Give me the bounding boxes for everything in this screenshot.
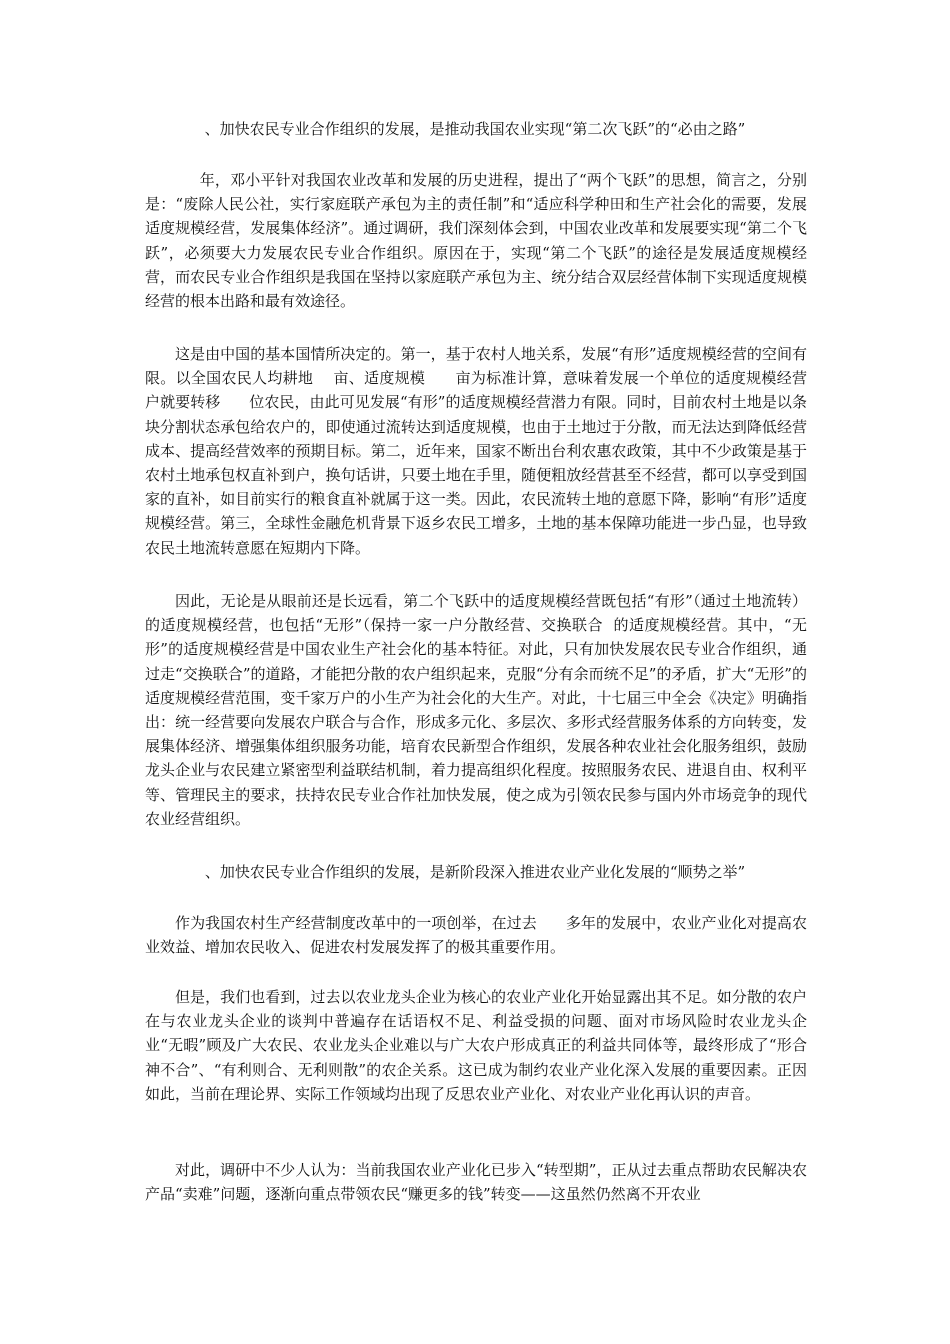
section-2-paragraph-2: 但是，我们也看到，过去以农业龙头企业为核心的农业产业化开始显露出其不足。如分散的农户在与农业龙头企业的谈判中普遍存在话语权不足、利益受损的问题、面对市场风险时农业龙头企业“无暇”顾及广大农民、农业龙头企业难以与广大农户形成真正的利益共同体等，最终形成了“形合神不合”、“有利则合、无利则散”的农企关系。这已成为制约农业产业化深入发展的重要因素。正因如此，当前在理论界、实际工作领域均出现了反思农业产业化、对农业产业化再认识的声音。 <box>145 988 807 1103</box>
section-1-paragraph-2: 这是由中国的基本国情所决定的。第一，基于农村人地关系，发展“有形”适度规模经营的空间有限。以全国农民人均耕地 亩、适度规模 亩为标准计算，意味着发展一个单位的适度规模经营户就要转移 位农民，由此可见发展“有形”的适度规模经营潜力有限。同时，目前农村土地是以条块分割状态承包给农户的，即使通过流转达到适度规模，也由于土地过于分散，而无法达到降低经营成本、提高经营效率的预期目标。第二，近年来，国家不断出台利农惠农政策，其中不少政策是基于农村土地承包权直补到户，换句话讲，只要土地在手里，随便粗放经营甚至不经营，都可以享受到国家的直补，如目前实行的粮食直补就属于这一类。因此，农民流转土地的意愿下降，影响“有形”适度规模经营。第三，全球性金融危机背景下返乡农民工增多，土地的基本保障功能进一步凸显，也导致农民土地流转意愿在短期内下降。 <box>145 345 807 557</box>
section-2-paragraph-1: 作为我国农村生产经营制度改革中的一项创举，在过去 多年的发展中，农业产业化对提高农业效益、增加农民收入、促进农村发展发挥了的极其重要作用。 <box>145 914 807 957</box>
section-1-heading: 、加快农民专业合作组织的发展，是推动我国农业实现“第二次飞跃”的“必由之路” <box>204 120 746 138</box>
section-1-paragraph-3: 因此，无论是从眼前还是长远看，第二个飞跃中的适度规模经营既包括“有形”（通过土地流转）的适度规模经营，也包括“无形”（保持一家一户分散经营、交换联合 的适度规模经营。其中，“无形”的适度规模经营是中国农业生产社会化的基本特征。对此，只有加快发展农民专业合作组织，通过走“交换联合”的道路，才能把分散的农户组织起来，克服“分有余而统不足”的矛盾，扩大“无形”的适度规模经营范围，变千家万户的小生产为社会化的大生产。对此，十七届三中全会《决定》明确指出：统一经营要向发展农户联合与合作，形成多元化、多层次、多形式经营服务体系的方向转变，发展集体经济、增强集体组织服务功能，培育农民新型合作组织，发展各种农业社会化服务组织，鼓励龙头企业与农民建立紧密型利益联结机制，着力提高组织化程度。按照服务农民、进退自由、权利平等、管理民主的要求，扶持农民专业合作社加快发展，使之成为引领农民参与国内外市场竞争的现代农业经营组织。 <box>145 592 807 828</box>
section-2-heading: 、加快农民专业合作组织的发展，是新阶段深入推进农业产业化发展的“顺势之举” <box>204 863 746 881</box>
section-1-paragraph-1: 年，邓小平针对我国农业改革和发展的历史进程，提出了“两个飞跃”的思想，简言之，分别是：“废除人民公社，实行家庭联产承包为主的责任制”和“适应科学种田和生产社会化的需要，发展适度规模经营，发展集体经济”。通过调研，我们深刻体会到，中国农业改革和发展要实现“第二个飞跃”，必须要大力发展农民专业合作组织。原因在于，实现“第二个飞跃”的途径是发展适度规模经营，而农民专业合作组织是我国在坚持以家庭联产承包为主、统分结合双层经营体制下实现适度规模经营的根本出路和最有效途径。 <box>145 171 808 311</box>
section-2-paragraph-3: 对此，调研中不少人认为：当前我国农业产业化已步入“转型期”，正从过去重点帮助农民解决农产品“卖难”问题，逐渐向重点带领农民“赚更多的钱”转变——这虽然仍然离不开农业 <box>145 1161 807 1204</box>
